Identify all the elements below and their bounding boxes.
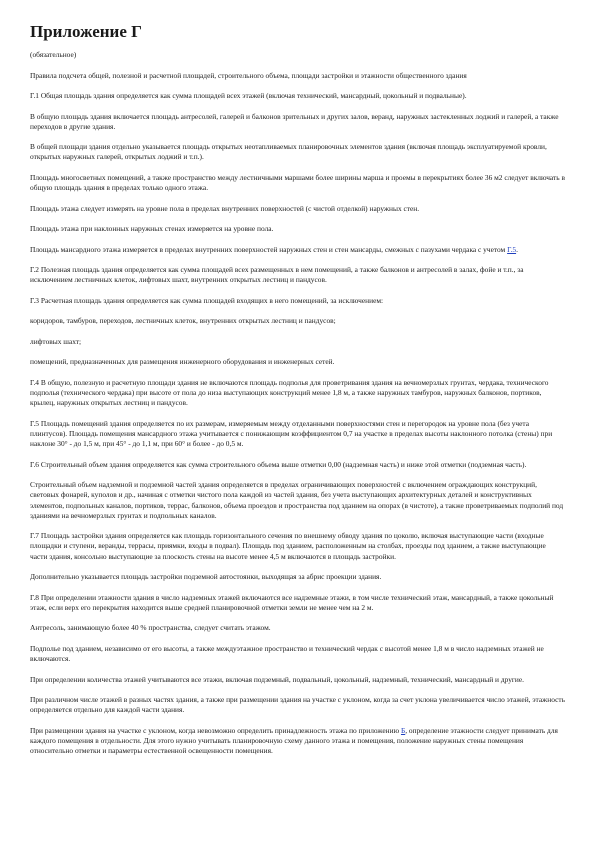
paragraph: помещений, предназначенных для размещения инженерного оборудования и инженерных сетей. bbox=[30, 357, 335, 367]
paragraph: Г.6 Строительный объем здания определяется как сумма строительного объема выше отметки 0,00 (надземная часть) и ниже этой отметки (подземная часть). bbox=[30, 459, 527, 469]
paragraph: Подполье под зданием, независимо от его высоты, а также междуэтажное пространство и технический чердак с высотой менее 1,8 м в число надземных этажей не включаются. bbox=[30, 643, 544, 664]
paragraph-spacer bbox=[30, 613, 565, 623]
document-page bbox=[30, 22, 565, 756]
paragraph-spacer bbox=[30, 214, 565, 224]
paragraph-spacer bbox=[30, 60, 565, 70]
paragraph: Антресоль, занимающую более 40 % пространства, следует считать этажом. bbox=[30, 623, 271, 633]
paragraph: Правила подсчета общей, полезной и расчетной площадей, строительного объема, площади застройки и этажности общественного здания bbox=[30, 70, 467, 80]
paragraph-spacer bbox=[30, 562, 565, 572]
paragraph: Г.4 В общую, полезную и расчетную площади здания не включаются площадь подполья для проветривания здания на вечномерзлых грунтах, чердака, технического подполья (технического чердака) при высоте от пола до низа выступающих конструкций менее 1,8 м, а также наружных тамбуров, наружных балконов, портиков, крылец, наружных открытых лестниц и пандусов. bbox=[30, 377, 549, 408]
paragraph-spacer bbox=[30, 163, 565, 173]
paragraph-text: Площадь мансардного этажа измеряется в пределах внутренних поверхностей наружных стен и стен мансарды, смежных с пазухами чердака с учетом bbox=[30, 244, 508, 254]
paragraph: Строительный объем надземной и подземной частей здания определяется в пределах ограничивающих поверхностей с включением ограждающих конструкций, световых фонарей, куполов и др., начиная с отметки чистого пола каждой из частей здания, без учета выступающих архитектурных деталей и конструктивных элементов, подпольных каналов, портиков, террас, балконов, объема проездов и пространства под зданием на опорах (в чистоте), а также проветриваемых подполий под зданиями на вечномерзлых грунтах и подпольных каналов. bbox=[30, 480, 564, 520]
paragraph-spacer bbox=[30, 664, 565, 674]
paragraph: При различном числе этажей в разных частях здания, а также при размещении здания на участке с уклоном, когда за счет уклона увеличивается число этажей, этажность определяется отдельно для каждой части здания. bbox=[30, 695, 565, 715]
paragraph-text: . bbox=[516, 244, 518, 254]
paragraph-spacer bbox=[30, 327, 565, 337]
paragraph: (обязательное) bbox=[30, 50, 77, 59]
paragraph-spacer bbox=[30, 582, 565, 592]
paragraph-spacer bbox=[30, 234, 565, 244]
paragraph: Г.2 Полезная площадь здания определяется как сумма площадей всех размещенных в нем помещений, а также балконов и антресолей в залах, фойе и т.п., за исключением лестничных клеток, лифтовых шахт, внутренних открытых лестниц и пандусов. bbox=[30, 265, 524, 285]
paragraph-spacer bbox=[30, 347, 565, 357]
paragraph: Дополнительно указывается площадь застройки подземной автостоянки, выходящая за абрис проекции здания. bbox=[30, 572, 382, 582]
paragraph: Площадь этажа следует измерять на уровне пола в пределах внутренних поверхностей (с чистой отделкой) наружных стен. bbox=[30, 203, 420, 213]
paragraph: Г.3 Расчетная площадь здания определяется как сумма площадей входящих в него помещений, за исключением: bbox=[30, 295, 384, 305]
paragraph-spacer bbox=[30, 81, 565, 91]
paragraph-spacer bbox=[30, 286, 565, 296]
paragraph-spacer bbox=[30, 634, 565, 644]
paragraph: Г.8 При определении этажности здания в число надземных этажей включаются все надземные этажи, в том числе технический этаж, мансардный, а также цокольный этаж, если верх его перекрытия находится выше средней планировочной отметки земли не менее чем на 2 м. bbox=[30, 592, 554, 612]
paragraph-spacer bbox=[30, 306, 565, 316]
paragraph-text: При размещении здания на участке с уклоном, когда невозможно определить принадлежность этажа по приложению bbox=[30, 725, 401, 735]
paragraph-spacer bbox=[30, 449, 565, 459]
paragraph: Площадь этажа при наклонных наружных стенах измеряется на уровне пола. bbox=[30, 224, 274, 234]
paragraph: В общую площадь здания включается площадь антресолей, галерей и балконов зрительных и других залов, веранд, наружных застекленных лоджий и галерей, а также переходов в другие здания. bbox=[30, 111, 559, 131]
paragraph-spacer bbox=[30, 715, 565, 725]
paragraph: Г.7 Площадь застройки здания определяется как площадь горизонтального сечения по внешнему обводу здания по цоколю, включая выступающие части (входные площадки и ступени, веранды, террасы, приямки, входы в подвал). Площадь под зданием, расположенным на столбах, проезды под зданием, а также выступающие части здания, консольно выступающие за плоскость стены на высоте менее 4,5 м включаются в площадь застройки. bbox=[30, 531, 546, 561]
paragraph-spacer bbox=[30, 368, 565, 378]
paragraph: Г.1 Общая площадь здания определяется как сумма площадей всех этажей (включая технический, мансардный, цокольный и подвальные). bbox=[30, 91, 467, 100]
paragraph bbox=[30, 245, 565, 255]
cross-reference-link[interactable]: Г.5 bbox=[507, 244, 517, 254]
cross-reference-link[interactable]: Б bbox=[400, 725, 406, 735]
paragraph-spacer bbox=[30, 101, 565, 111]
paragraph: лифтовых шахт; bbox=[30, 336, 82, 346]
document-body bbox=[30, 50, 565, 756]
paragraph-spacer bbox=[30, 470, 565, 480]
paragraph: коридоров, тамбуров, переходов, лестничных клеток, внутренних открытых лестниц и пандусов; bbox=[30, 316, 336, 326]
page-title: Приложение Г bbox=[30, 22, 142, 41]
paragraph-spacer bbox=[30, 521, 565, 531]
paragraph: Г.5 Площадь помещений здания определяется по их размерам, измеряемым между отделанными поверхностями стен и перегородок на уровне пола (без учета плинтусов). Площадь помещения мансардного этажа учитывается с понижающим коэффициентом 0,7 на участке в пределах высоты наклонного потолка (стены) при наклоне 30° - до 1,5 м, при 45° - до 1,1 м, при 60° и более - до 0,5 м. bbox=[30, 418, 553, 449]
paragraph: Площадь многосветных помещений, а также пространство между лестничными маршами более ширины марша и проемы в перекрытиях более 36 м2 следует включать в общую площадь здания в пределах только одного этажа. bbox=[30, 172, 565, 193]
paragraph-spacer bbox=[30, 685, 565, 695]
paragraph: При определении количества этажей учитываются все этажи, включая подземный, подвальный, цокольный, надземный, технический, мансардный и другие. bbox=[30, 674, 525, 684]
paragraph-spacer bbox=[30, 193, 565, 203]
paragraph bbox=[30, 726, 565, 757]
paragraph-spacer bbox=[30, 255, 565, 265]
paragraph: В общей площади здания отдельно указывается площадь открытых неотапливаемых планировочных элементов здания (включая площадь эксплуатируемой кровли, открытых наружных галерей, открытых лоджий и т.п.). bbox=[30, 142, 547, 162]
paragraph-spacer bbox=[30, 408, 565, 418]
paragraph-text: , определение этажности следует принимать для каждого помещения в отдельности. Для этого нужно учитывать планировочную схему данного этажа и помещения, положение наружных стены помещения относительно отметки и параметры естественной освещенности помещения. bbox=[30, 725, 558, 756]
paragraph-spacer bbox=[30, 132, 565, 142]
